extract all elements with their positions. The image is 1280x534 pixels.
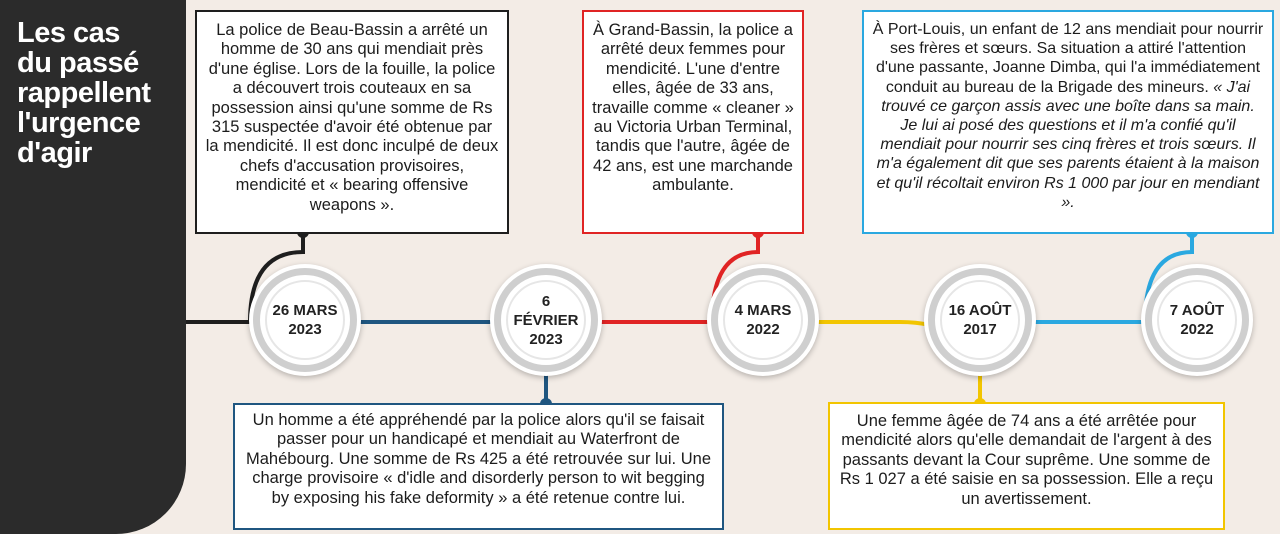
date-line: 7 AOÛT: [1169, 302, 1225, 319]
heading-line: d'agir: [17, 137, 92, 169]
date-circle-26-mars-2023: [253, 268, 357, 372]
date-circle-6-fevrier-2023: [494, 268, 598, 372]
date-line: 4 MARS: [734, 302, 792, 319]
event-box-26-mars-2023: [195, 10, 509, 234]
date-circle-4-mars-2022: [711, 268, 815, 372]
date-line: 16 AOÛT: [948, 302, 1012, 319]
event-text: La police de Beau-Bassin a arrêté un homme de 30 ans qui mendiait près d'une église. Lors de la fouille, la police a découvert trois couteaux en sa possession ainsi qu'une somme de Rs 315 suspectée d'avoir été obtenue par la mendicité. Il est donc inculpé de deux chefs d'accusation provisoires, mendicité et « bearing offensive weapons ».: [205, 21, 499, 214]
event-text: Un homme a été appréhendé par la police alors qu'il se faisait passer pour un handicapé et mendiait au Waterfront de Mahébourg. Une somme de Rs 425 a été retrouvée sur lui. Une charge provisoire « d'idle and disorderly person to wit begging by exposing his fake deformity » a été retenue contre lui.: [246, 411, 711, 507]
date-line: 2023: [529, 330, 563, 348]
date-line: 6: [541, 292, 551, 310]
date-circle-7-aout-2022: [1145, 268, 1249, 372]
event-box-16-aout-2017: [828, 402, 1225, 530]
event-box-4-mars-2022: [582, 10, 804, 234]
date-line: 26 MARS: [272, 302, 338, 319]
date-line: 2022: [1180, 321, 1214, 338]
date-line: 2022: [746, 321, 780, 338]
date-circle-16-aout-2017: [928, 268, 1032, 372]
event-text: Une femme âgée de 74 ans a été arrêtée pour mendicité alors qu'elle demandait de l'argent à des passants devant la Cour suprême. Une somme de Rs 1 027 a été saisie en sa possession. Elle a reçu un avertissement.: [839, 412, 1214, 508]
event-box-6-fevrier-2023: [233, 403, 724, 530]
date-line: 2017: [963, 321, 997, 338]
event-text: À Port-Louis, un enfant de 12 ans mendiait pour nourrir ses frères et sœurs. Sa situation a attiré l'attention d'une passante, Joanne Dimba, qui l'a immédiatement conduit au bureau de la Brigade des mineurs.: [872, 21, 1264, 96]
date-line: 2023: [288, 321, 322, 338]
heading-line: l'urgence: [17, 107, 141, 139]
heading-line: Les cas: [17, 17, 120, 49]
event-quote: « J'ai trouvé ce garçon assis avec une boîte dans sa main. Je lui ai posé des questions et il m'a confié qu'il mendiait pour nourrir ses cinq frères et trois sœurs. Il m'a également dit que ses parents étaient à la maison et qu'il récoltait environ Rs 1 000 par jour en mendiant ».: [876, 78, 1260, 211]
heading-line: du passé: [17, 47, 139, 79]
event-text: À Grand-Bassin, la police a arrêté deux femmes pour mendicité. L'une d'entre elles, âgée de 33 ans, travaille comme « cleaner » au Victoria Urban Terminal, tandis que l'autre, âgée de 42 ans, est une marchande ambulante.: [592, 21, 794, 195]
date-line: FÉVRIER: [513, 311, 579, 329]
event-box-7-aout-2022: [862, 10, 1274, 234]
heading-line: rappellent: [17, 77, 151, 109]
